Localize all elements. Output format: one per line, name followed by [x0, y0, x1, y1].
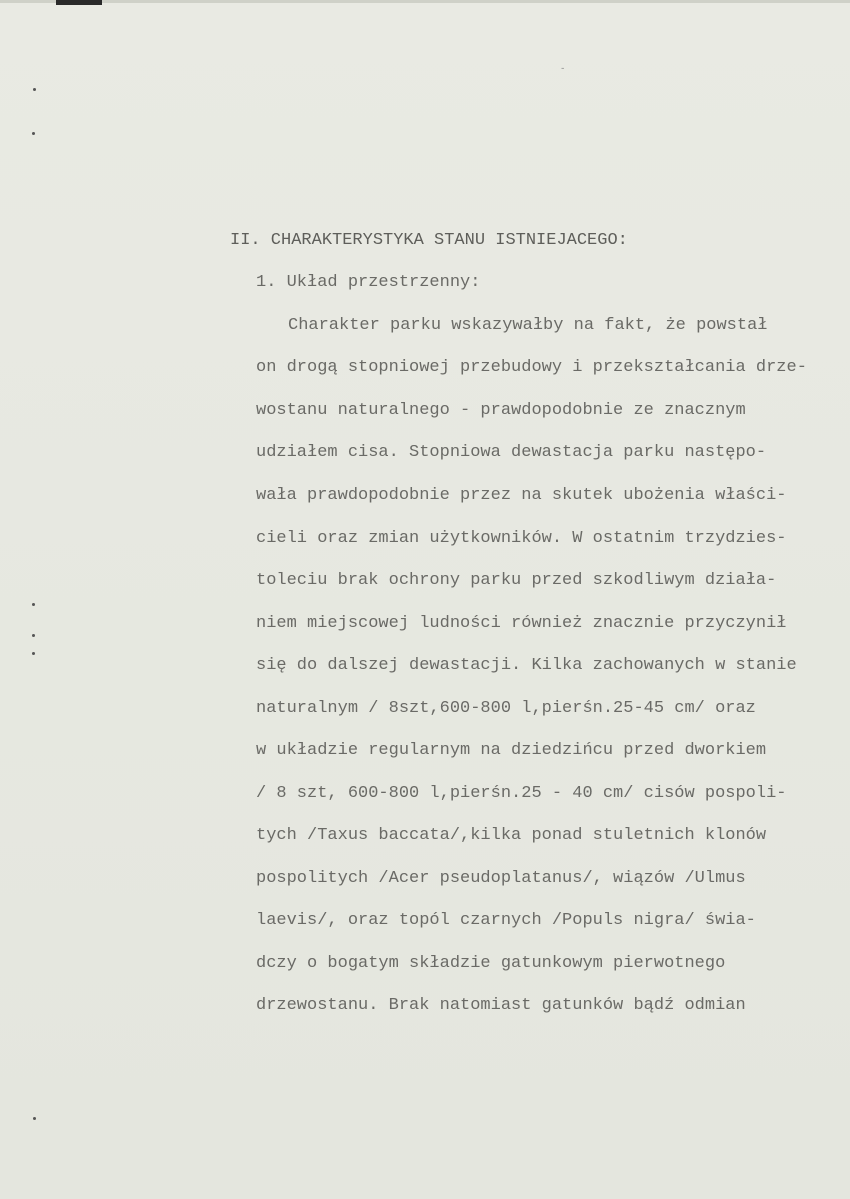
- body-line: pospolitych /Acer pseudoplatanus/, wiązów /Ulmus: [256, 869, 746, 888]
- body-line: toleciu brak ochrony parku przed szkodliwym działa-: [256, 571, 777, 590]
- punch-hole-mark: [33, 1117, 36, 1120]
- punch-hole-mark: [32, 652, 35, 655]
- body-line: udziałem cisa. Stopniowa dewastacja parku następo-: [256, 443, 767, 462]
- body-line: cieli oraz zmian użytkowników. W ostatnim trzydzies-: [256, 529, 787, 548]
- punch-hole-mark: [32, 603, 35, 606]
- body-line: drzewostanu. Brak natomiast gatunków bądź odmian: [256, 996, 746, 1015]
- punch-hole-mark: [33, 88, 36, 91]
- section-heading: II. CHARAKTERYSTYKA STANU ISTNIEJACEGO:: [230, 231, 628, 250]
- body-line: dczy o bogatym składzie gatunkowym pierwotnego: [256, 954, 726, 973]
- subsection-heading: 1. Układ przestrzenny:: [256, 273, 481, 292]
- body-line: naturalnym / 8szt,600-800 l,pierśn.25-45 cm/ oraz: [256, 699, 756, 718]
- scan-artifact: [56, 0, 102, 5]
- body-line: on drogą stopniowej przebudowy i przekształcania drze-: [256, 358, 807, 377]
- body-line: się do dalszej dewastacji. Kilka zachowanych w stanie: [256, 656, 797, 675]
- punch-hole-mark: [32, 634, 35, 637]
- punch-hole-mark: [32, 132, 35, 135]
- body-line: wostanu naturalnego - prawdopodobnie ze znacznym: [256, 401, 746, 420]
- body-line: wała prawdopodobnie przez na skutek ubożenia właści-: [256, 486, 787, 505]
- body-line: Charakter parku wskazywałby na fakt, że powstał: [288, 316, 768, 335]
- page-top-edge: [0, 0, 850, 3]
- body-line: niem miejscowej ludności również znacznie przyczynił: [256, 614, 787, 633]
- body-line: / 8 szt, 600-800 l,pierśn.25 - 40 cm/ cisów pospoli-: [256, 784, 787, 803]
- body-line: laevis/, oraz topól czarnych /Populs nigra/ świa-: [256, 911, 756, 930]
- body-line: w układzie regularnym na dziedzińcu przed dworkiem: [256, 741, 767, 760]
- page-number-mark: -: [560, 64, 566, 74]
- body-line: tych /Taxus baccata/,kilka ponad stuletnich klonów: [256, 826, 767, 845]
